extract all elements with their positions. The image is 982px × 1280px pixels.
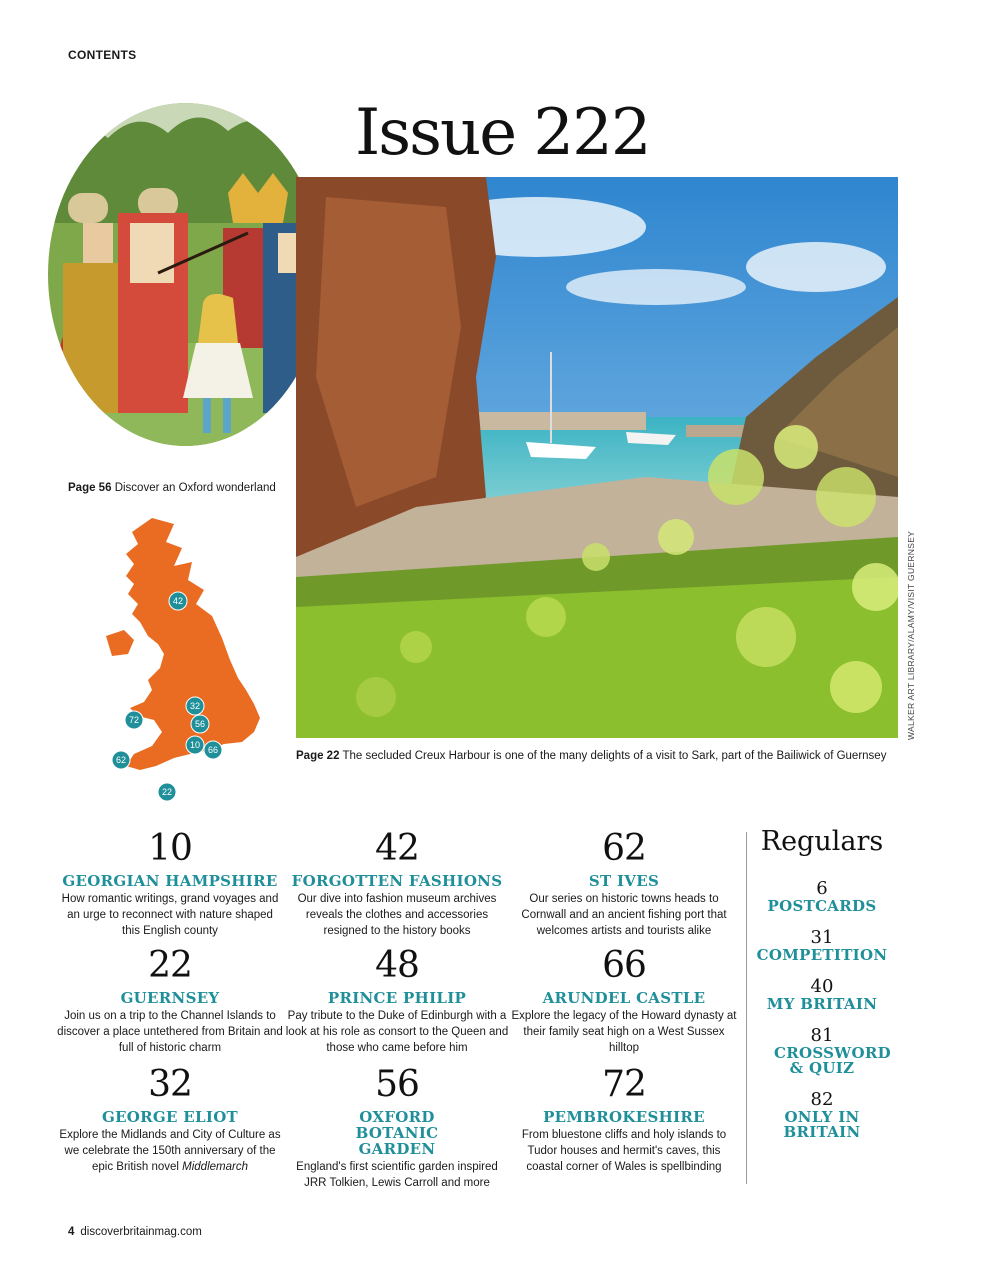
feature-title: PRINCE PHILIP — [327, 989, 467, 1007]
feature-description: How romantic writings, grand voyages and an urge to reconnect with nature shaped this English county — [61, 893, 279, 937]
photo-credit: WALKER ART LIBRARY/ALAMY/VISIT GUERNSEY — [906, 530, 916, 740]
feature-66[interactable] — [511, 946, 737, 1056]
map-pin-22[interactable] — [158, 783, 176, 801]
feature-page-number: 62 — [602, 828, 646, 869]
oval-caption — [68, 482, 276, 494]
feature-title: PEMBROKESHIRE — [543, 1108, 705, 1126]
feature-title: GEORGIAN HAMPSHIRE — [62, 872, 278, 890]
feature-page-number: 10 — [148, 828, 192, 869]
harbour-photo-art — [296, 177, 898, 738]
uk-map[interactable] — [104, 518, 264, 808]
harbour-photo[interactable] — [296, 177, 898, 738]
feature-page-number: 66 — [602, 945, 646, 986]
feature-62[interactable] — [511, 829, 737, 939]
regular-page-number: 40 — [810, 976, 834, 997]
feature-title: FORGOTTEN FASHIONS — [291, 872, 503, 890]
regular-item-only-in-britain[interactable] — [752, 1090, 892, 1140]
svg-text:42: 42 — [172, 596, 184, 606]
svg-text:62: 62 — [115, 755, 127, 765]
regular-page-number: 82 — [810, 1089, 834, 1110]
feature-42[interactable] — [284, 829, 510, 939]
page-footer — [68, 1226, 202, 1238]
map-pin-62[interactable] — [112, 751, 130, 769]
feature-description: Explore the legacy of the Howard dynasty at their family seat high on a West Sussex hilltop — [511, 1010, 737, 1054]
feature-title: OXFORD BOTANIC GARDEN — [355, 1108, 439, 1158]
feature-description-italic: Middlemarch — [182, 1161, 248, 1173]
map-pin-10[interactable] — [186, 736, 204, 754]
regular-title: MY BRITAIN — [766, 995, 878, 1013]
feature-48[interactable] — [284, 946, 510, 1056]
feature-description: England's first scientific garden inspired JRR Tolkien, Lewis Carroll and more — [296, 1161, 498, 1189]
regular-page-number: 6 — [816, 878, 828, 899]
svg-text:10: 10 — [189, 740, 201, 750]
map-pin-66[interactable] — [204, 741, 222, 759]
feature-page-number: 48 — [375, 945, 419, 986]
issue-title: Issue 222 — [355, 96, 650, 170]
wonderland-illustration[interactable] — [48, 103, 323, 446]
regular-title: CROSSWORD & QUIZ — [774, 1044, 891, 1077]
feature-title: ST IVES — [588, 872, 660, 890]
feature-title: ARUNDEL CASTLE — [542, 989, 706, 1007]
svg-text:22: 22 — [161, 787, 173, 797]
feature-title: GUERNSEY — [120, 989, 220, 1007]
northern-ireland — [106, 630, 134, 656]
svg-text:72: 72 — [128, 715, 140, 725]
oval-caption-page: Page 56 — [68, 482, 112, 494]
map-pin-56[interactable] — [191, 715, 209, 733]
photo-caption-page: Page 22 — [296, 750, 340, 762]
feature-10[interactable] — [57, 829, 283, 939]
feature-description: Our dive into fashion museum archives reveals the clothes and accessories resigned to the history books — [297, 893, 497, 937]
feature-56[interactable] — [284, 1065, 510, 1191]
map-pin-32[interactable] — [186, 697, 204, 715]
map-pin-42[interactable] — [169, 592, 187, 610]
regular-title: COMPETITION — [756, 946, 888, 964]
page-number: 4 — [68, 1226, 75, 1238]
photo-caption — [296, 750, 886, 762]
feature-description: Join us on a trip to the Channel Islands to discover a place untethered from Britain and full of historic charm — [57, 1010, 283, 1054]
feature-description — [57, 1127, 283, 1175]
regular-title: ONLY IN BRITAIN — [783, 1108, 861, 1141]
regulars-title: Regulars — [760, 826, 884, 857]
svg-text:32: 32 — [189, 701, 201, 711]
regular-item-crossword-quiz[interactable] — [752, 1026, 892, 1076]
website-link[interactable]: discoverbritainmag.com — [80, 1226, 202, 1238]
feature-description: From bluestone cliffs and holy islands to Tudor houses and hermit's caves, this coastal corner of Wales is spellbinding — [521, 1129, 727, 1173]
photo-caption-text: The secluded Creux Harbour is one of the many delights of a visit to Sark, part of the Bailiwick of Guernsey — [342, 750, 887, 762]
regular-title: POSTCARDS — [767, 897, 877, 915]
regulars-divider — [746, 832, 747, 1184]
feature-page-number: 72 — [602, 1064, 646, 1105]
feature-description: Our series on historic towns heads to Cornwall and an ancient fishing port that welcomes artists and tourists alike — [521, 893, 727, 937]
svg-text:66: 66 — [207, 745, 219, 755]
feature-description: Pay tribute to the Duke of Edinburgh with a look at his role as consort to the Queen and those who came before him — [285, 1010, 509, 1054]
svg-text:56: 56 — [194, 719, 206, 729]
feature-page-number: 56 — [375, 1064, 419, 1105]
feature-page-number: 42 — [375, 828, 419, 869]
uk-mainland — [126, 518, 260, 770]
feature-72[interactable] — [511, 1065, 737, 1175]
regular-page-number: 31 — [810, 927, 834, 948]
feature-page-number: 32 — [148, 1064, 192, 1105]
feature-page-number: 22 — [148, 945, 192, 986]
regular-item-postcards[interactable] — [752, 879, 892, 914]
feature-description-text: Explore the Midlands and City of Culture as we celebrate the 150th anniversary of the epic British novel — [59, 1129, 281, 1173]
wonderland-illustration-art — [48, 103, 323, 446]
feature-title: GEORGE ELIOT — [101, 1108, 239, 1126]
oval-caption-text: Discover an Oxford wonderland — [114, 482, 276, 494]
feature-22[interactable] — [57, 946, 283, 1056]
regular-page-number: 81 — [810, 1025, 834, 1046]
regular-item-competition[interactable] — [752, 928, 892, 963]
section-label: CONTENTS — [68, 48, 137, 62]
feature-32[interactable] — [57, 1065, 283, 1175]
map-pin-72[interactable] — [125, 711, 143, 729]
regular-item-my-britain[interactable] — [752, 977, 892, 1012]
regulars-section — [752, 826, 892, 1154]
